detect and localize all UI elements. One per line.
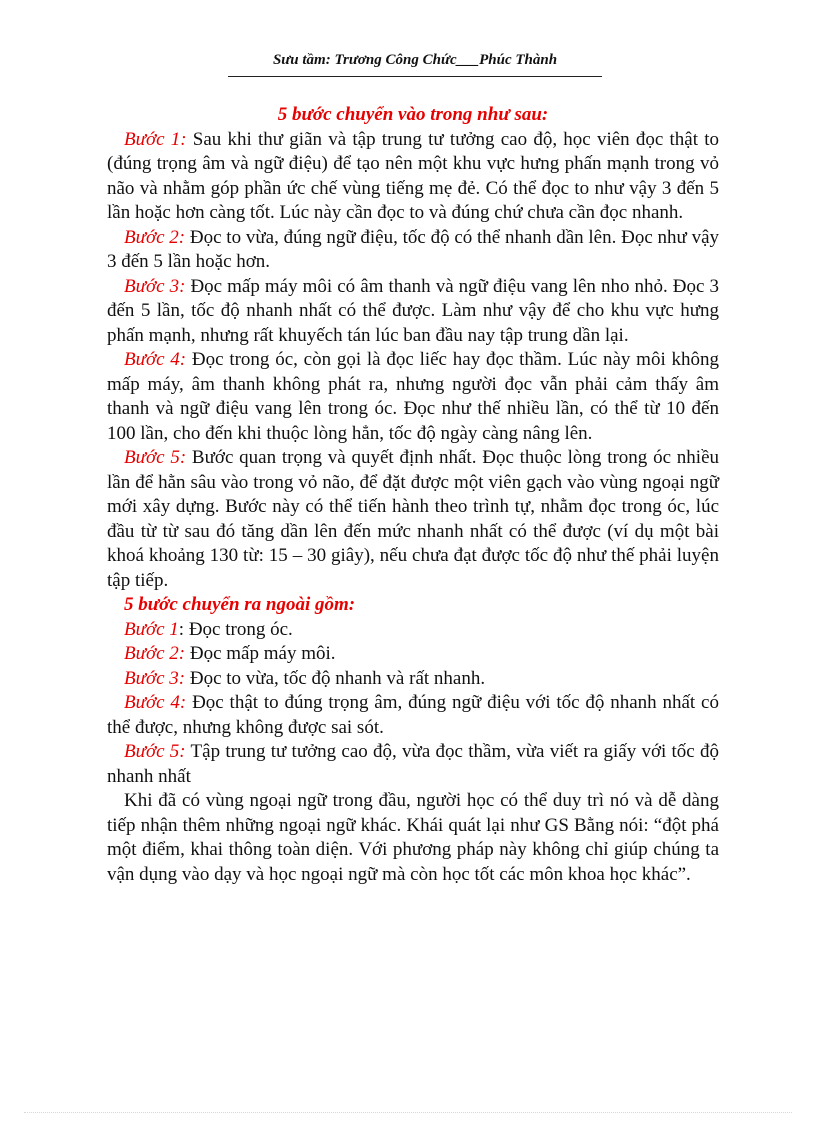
step-text: Đọc mấp máy môi. bbox=[185, 643, 336, 664]
header-text: Sưu tầm: Trương Công Chức___Phúc Thành bbox=[272, 52, 558, 68]
step-label: Bước 3: bbox=[124, 667, 186, 689]
step-label: Bước 5: bbox=[124, 447, 187, 468]
step-label: Bước 4: bbox=[124, 692, 187, 713]
step-label: Bước 1: bbox=[124, 128, 187, 150]
step-out-2 bbox=[107, 642, 719, 667]
page-bottom-divider bbox=[24, 1112, 792, 1113]
step-text: Đọc trong óc, còn gọi là đọc liếc hay đọc thầm. Lúc này môi không mấp máy, âm thanh không phát ra, nhưng người đọc vẫn phải cảm thấy âm thanh và ngữ điệu vang lên trong óc. Đọc như thế nhiều lần, có thể từ 10 đến 100 lần, cho đến khi thuộc lòng hẳn, tốc độ ngày càng nâng lên. bbox=[107, 349, 719, 444]
step-label: Bước 1 bbox=[124, 618, 179, 640]
closing-paragraph: Khi đã có vùng ngoại ngữ trong đầu, người học có thể duy trì nó và dễ dàng tiếp nhận thêm những ngoại ngữ khác. Khái quát lại như GS Bằng nói: “đột phá một điểm, khai thông toàn diện. Với phương pháp này không chỉ giúp chúng ta vận dụng vào dạy và học ngoại ngữ mà còn học tốt các môn khoa học khác”. bbox=[107, 790, 719, 885]
step-text: : Đọc trong óc. bbox=[178, 618, 293, 640]
step-label: Bước 2: bbox=[124, 226, 186, 248]
step-in-1 bbox=[107, 128, 719, 226]
page-header bbox=[228, 52, 602, 77]
step-in-3 bbox=[107, 275, 719, 349]
step-out-4 bbox=[107, 691, 719, 740]
step-label: Bước 3: bbox=[124, 275, 186, 297]
step-out-5 bbox=[107, 740, 719, 789]
section-title-in: 5 bước chuyển vào trong như sau: bbox=[277, 104, 549, 125]
step-text: Đọc mấp máy môi có âm thanh và ngữ điệu vang lên nho nhỏ. Đọc 3 đến 5 lần, tốc độ nhanh nhất có thể được. Làm như vậy để cho khu vực hưng phấn mạnh, nhưng rất khuyếch tán lúc ban đầu nay tập trung dần lại. bbox=[107, 275, 719, 346]
step-text: Đọc thật to đúng trọng âm, đúng ngữ điệu với tốc độ nhanh nhất có thể được, nhưng không được sai sót. bbox=[107, 692, 719, 738]
step-label: Bước 4: bbox=[124, 349, 187, 370]
step-out-1 bbox=[107, 618, 719, 643]
step-text: Sau khi thư giãn và tập trung tư tưởng cao độ, học viên đọc thật to (đúng trọng âm và ngữ điệu) để tạo nên một khu vực hưng phấn mạnh trong vỏ não và nhằm góp phần ức chế vùng tiếng mẹ đẻ. Có thể đọc to như vậy 3 đến 5 lần hoặc hơn càng tốt. Lúc này cần đọc to và đúng chứ chưa cần đọc nhanh. bbox=[107, 128, 720, 223]
step-in-4 bbox=[107, 348, 719, 446]
section-title-out: 5 bước chuyển ra ngoài gồm: bbox=[124, 594, 356, 615]
step-text: Tập trung tư tưởng cao độ, vừa đọc thầm, vừa viết ra giấy với tốc độ nhanh nhất bbox=[107, 741, 719, 787]
step-out-3 bbox=[107, 667, 719, 692]
step-text: Đọc to vừa, tốc độ nhanh và rất nhanh. bbox=[185, 667, 486, 689]
step-in-2 bbox=[107, 226, 719, 275]
step-in-5 bbox=[107, 446, 719, 593]
step-label: Bước 5: bbox=[124, 741, 186, 762]
document-body bbox=[107, 103, 719, 887]
step-text: Đọc to vừa, đúng ngữ điệu, tốc độ có thể nhanh dần lên. Đọc như vậy 3 đến 5 lần hoặc hơn. bbox=[107, 226, 720, 272]
step-label: Bước 2: bbox=[124, 643, 186, 664]
step-text: Bước quan trọng và quyết định nhất. Đọc thuộc lòng trong óc nhiều lần để hằn sâu vào trong vỏ não, để đặt được một viên gạch vào vùng ngoại ngữ mới xây dựng. Bước này có thể tiến hành theo trình tự, nhằm đọc trong óc, lúc đầu từ từ sau đó tăng dần lên đến mức nhanh nhất có thể được (ví dụ một bài khoá khoảng 130 từ: 15 – 30 giây), nếu chưa đạt được tốc độ như thế phải luyện tập tiếp. bbox=[107, 447, 719, 591]
